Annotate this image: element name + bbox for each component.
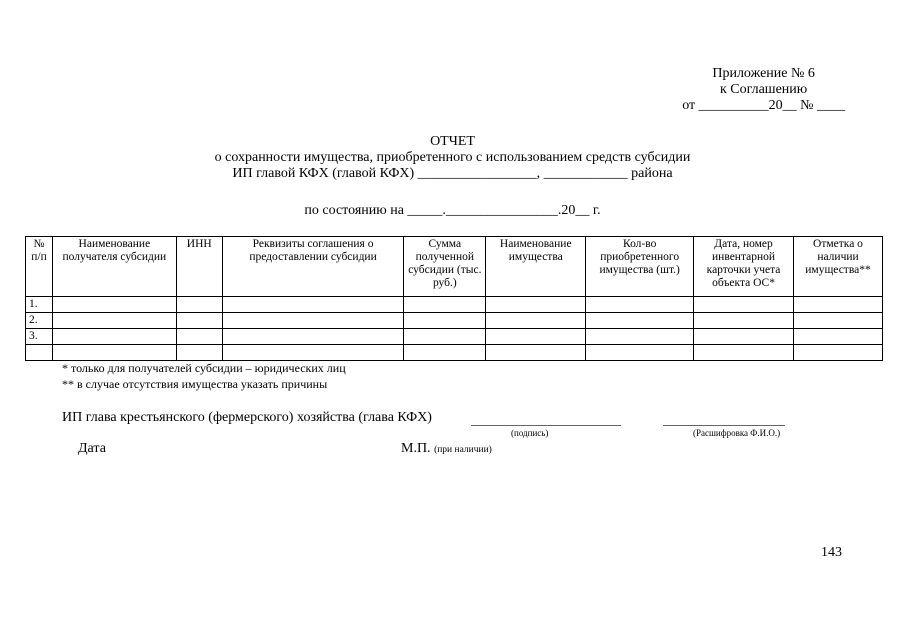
table-cell[interactable] bbox=[52, 297, 176, 313]
table-cell[interactable] bbox=[694, 329, 794, 345]
header-cell: Дата, номер инвентарной карточки учета объекта ОС* bbox=[694, 237, 794, 297]
table-cell[interactable]: 1. bbox=[26, 297, 53, 313]
table-cell[interactable] bbox=[176, 313, 222, 329]
table-cell[interactable] bbox=[176, 345, 222, 361]
table-cell[interactable] bbox=[486, 345, 586, 361]
signature-field[interactable] bbox=[471, 425, 621, 438]
footnotes bbox=[62, 360, 346, 392]
signature-caption: (подпись) bbox=[511, 428, 549, 438]
table-cell[interactable] bbox=[586, 297, 694, 313]
report-table bbox=[25, 236, 883, 361]
table-cell[interactable] bbox=[486, 297, 586, 313]
table-cell[interactable] bbox=[404, 345, 486, 361]
table-cell[interactable] bbox=[486, 313, 586, 329]
table-cell[interactable] bbox=[793, 297, 882, 313]
table-cell[interactable] bbox=[586, 345, 694, 361]
table-cell[interactable] bbox=[586, 313, 694, 329]
table-cell[interactable] bbox=[694, 297, 794, 313]
table-cell[interactable] bbox=[52, 345, 176, 361]
table-cell[interactable] bbox=[793, 329, 882, 345]
appendix-date-line: от __________20__ № ____ bbox=[682, 98, 845, 113]
table-cell[interactable] bbox=[222, 313, 404, 329]
report-recipient-line: ИП главой КФХ (главой КФХ) _________________, ____________ района bbox=[232, 166, 673, 181]
report-heading: ОТЧЕТ bbox=[430, 134, 475, 149]
table-row bbox=[26, 313, 883, 329]
header-cell: Сумма полученной субсидии (тыс. руб.) bbox=[404, 237, 486, 297]
header-cell: ИНН bbox=[176, 237, 222, 297]
table-cell[interactable]: 2. bbox=[26, 313, 53, 329]
header-cell: № п/п bbox=[26, 237, 53, 297]
table-cell[interactable] bbox=[176, 297, 222, 313]
appendix-block bbox=[682, 66, 845, 114]
appendix-number: Приложение № 6 bbox=[712, 66, 815, 81]
table-row bbox=[26, 297, 883, 313]
footnote-legal-entities: * только для получателей субсидии – юридических лиц bbox=[62, 361, 346, 375]
page-number: 143 bbox=[821, 545, 842, 560]
table-cell[interactable] bbox=[52, 329, 176, 345]
table-cell[interactable] bbox=[222, 329, 404, 345]
header-cell: Наименование получателя субсидии bbox=[52, 237, 176, 297]
table-cell[interactable] bbox=[404, 297, 486, 313]
stamp-note: (при наличии) bbox=[434, 445, 492, 455]
report-title-block bbox=[0, 134, 905, 182]
table-cell[interactable] bbox=[793, 313, 882, 329]
stamp-place bbox=[401, 441, 492, 457]
appendix-reference: к Соглашению bbox=[719, 82, 808, 97]
signatory-label: ИП глава крестьянского (фермерского) хозяйства (глава КФХ) bbox=[62, 410, 432, 425]
table-cell[interactable] bbox=[176, 329, 222, 345]
table-cell[interactable]: 3. bbox=[26, 329, 53, 345]
table-row bbox=[26, 345, 883, 361]
table-cell[interactable] bbox=[586, 329, 694, 345]
table-cell[interactable] bbox=[26, 345, 53, 361]
header-cell: Наименование имущества bbox=[486, 237, 586, 297]
table-header-row bbox=[26, 237, 883, 297]
table-cell[interactable] bbox=[404, 329, 486, 345]
table-cell[interactable] bbox=[793, 345, 882, 361]
table-cell[interactable] bbox=[52, 313, 176, 329]
date-label: Дата bbox=[78, 441, 106, 456]
table-cell[interactable] bbox=[694, 345, 794, 361]
table-row bbox=[26, 329, 883, 345]
header-cell: Отметка о наличии имущества** bbox=[793, 237, 882, 297]
header-cell: Реквизиты соглашения о предоставлении субсидии bbox=[222, 237, 404, 297]
name-decoding-caption: (Расшифровка Ф.И.О.) bbox=[693, 428, 781, 438]
table-cell[interactable] bbox=[222, 297, 404, 313]
header-cell: Кол-во приобретенного имущества (шт.) bbox=[586, 237, 694, 297]
table-cell[interactable] bbox=[486, 329, 586, 345]
as-of-date-line: по состоянию на _____.________________.20__ г. bbox=[304, 203, 601, 218]
table-cell[interactable] bbox=[404, 313, 486, 329]
table-cell[interactable] bbox=[694, 313, 794, 329]
footnote-missing-property: ** в случае отсутствия имущества указать причины bbox=[62, 377, 328, 391]
stamp-label: М.П. bbox=[401, 441, 431, 456]
report-subtitle: о сохранности имущества, приобретенного с использованием средств субсидии bbox=[214, 150, 691, 165]
name-decoding-field[interactable] bbox=[663, 425, 785, 438]
table-cell[interactable] bbox=[222, 345, 404, 361]
